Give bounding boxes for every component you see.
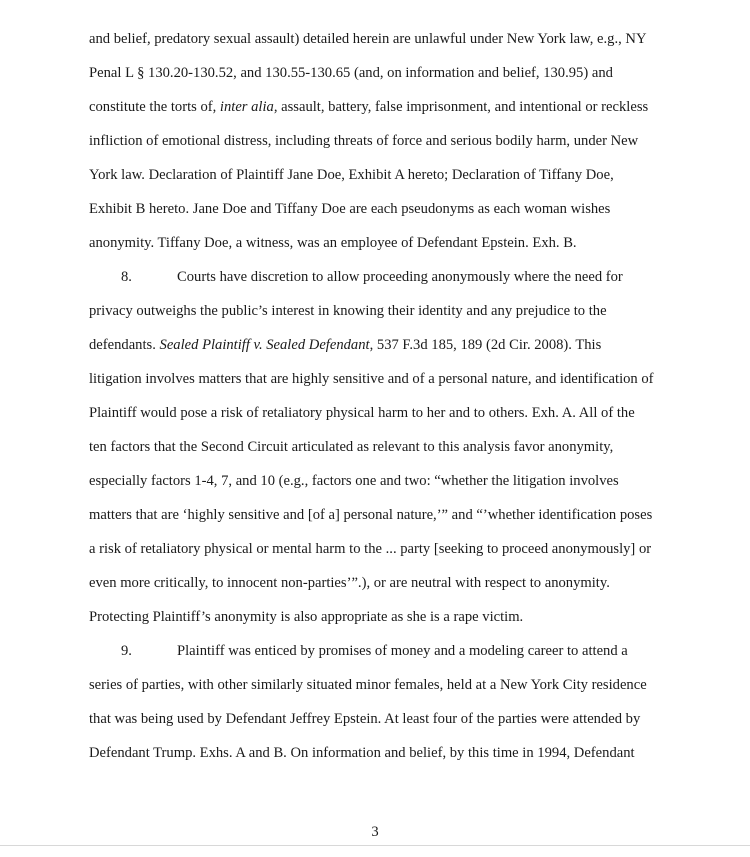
text-line: that was being used by Defendant Jeffrey Epstein. At least four of the parties were attended by — [89, 711, 641, 727]
text-line: Penal L § 130.20-130.52, and 130.55-130.65 (and, on information and belief, 130.95) and — [89, 65, 613, 81]
text-line: matters that are ‘highly sensitive and [of a] personal nature,’” and “’whether identification poses — [89, 507, 653, 523]
page-number: 3 — [371, 824, 379, 840]
text-line: ten factors that the Second Circuit articulated as relevant to this analysis favor anonymity, — [89, 439, 614, 455]
text-line: Protecting Plaintiff’s anonymity is also appropriate as she is a rape victim. — [89, 609, 524, 625]
text-line: defendants. Sealed Plaintiff v. Sealed Defendant, 537 F.3d 185, 189 (2d Cir. 2008). This — [89, 337, 602, 353]
text-line: infliction of emotional distress, including threats of force and serious bodily harm, under New — [89, 133, 639, 149]
text-line: series of parties, with other similarly situated minor females, held at a New York City residence — [89, 677, 647, 693]
text-line: and belief, predatory sexual assault) detailed herein are unlawful under New York law, e.g., NY — [89, 31, 647, 47]
paragraph-number: 9. — [121, 643, 132, 659]
text-line: Plaintiff would pose a risk of retaliatory physical harm to her and to others. Exh. A. All of the — [89, 405, 635, 421]
text-line: York law. Declaration of Plaintiff Jane Doe, Exhibit A hereto; Declaration of Tiffany Doe, — [89, 167, 614, 183]
text-line: a risk of retaliatory physical or mental harm to the ... party [seeking to proceed anonymously] or — [89, 541, 652, 557]
text-line: privacy outweighs the public’s interest in knowing their identity and any prejudice to the — [89, 303, 607, 319]
text-line: litigation involves matters that are highly sensitive and of a personal nature, and identification of — [89, 371, 654, 387]
text-line: Defendant Trump. Exhs. A and B. On information and belief, by this time in 1994, Defendant — [89, 745, 635, 761]
text-line: anonymity. Tiffany Doe, a witness, was an employee of Defendant Epstein. Exh. B. — [89, 235, 577, 251]
text-line: especially factors 1-4, 7, and 10 (e.g., factors one and two: “whether the litigation involves — [89, 473, 619, 489]
text-line: constitute the torts of, inter alia, assault, battery, false imprisonment, and intentional or reckless — [89, 99, 649, 115]
page-bottom-border — [0, 845, 750, 846]
paragraph-number: 8. — [121, 269, 132, 285]
paragraph-9-start: 9. Plaintiff was enticed by promises of money and a modeling career to attend a — [89, 642, 628, 660]
text-line: Exhibit B hereto. Jane Doe and Tiffany Doe are each pseudonyms as each woman wishes — [89, 201, 611, 217]
paragraph-8-start: 8. Courts have discretion to allow proceeding anonymously where the need for — [89, 268, 623, 286]
text-line: even more critically, to innocent non-parties’”.), or are neutral with respect to anonymity. — [89, 575, 610, 591]
